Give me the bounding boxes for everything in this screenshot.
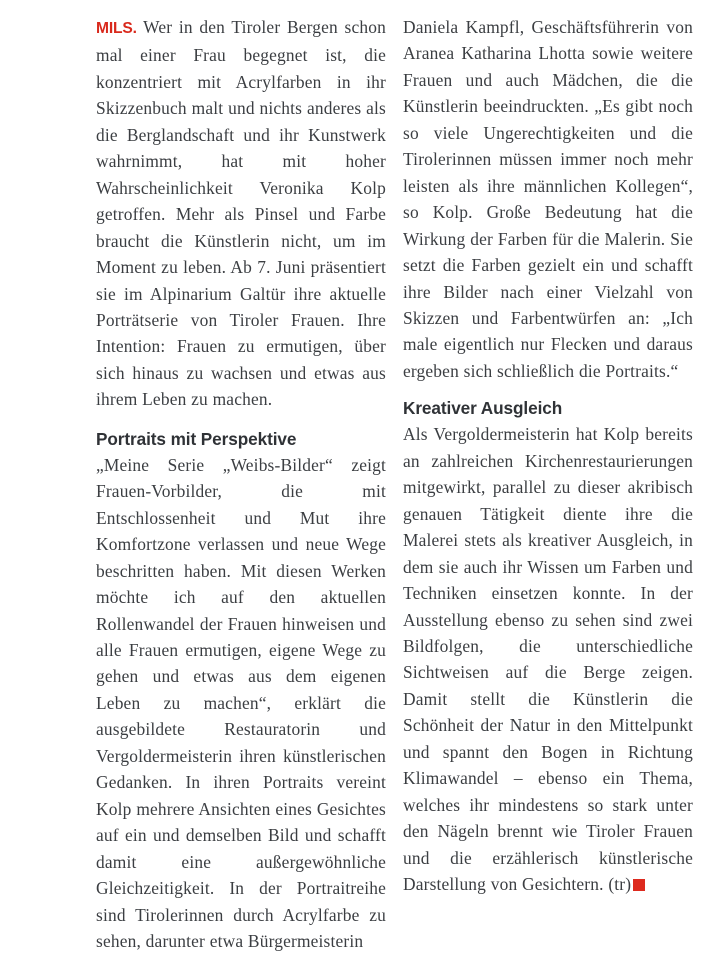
- right-column-body-text: Als Vergoldermeisterin hat Kolp bereits an zahlreichen Kirchenrestaurierungen mitgewirkt, parallel zu dieser akribisch genauen Tätigkeit diente ihre die Malerei stets als kreativer Ausgleich, in dem sie auch ihr Wissen um Farben und Techniken einsetzen konnte. In der Ausstellung ebenso zu sehen sind zwei Bildfolgen, die unterschiedliche Sichtweisen auf die Berge zeigen. Damit stellt die Künstlerin die Schönheit der Natur in den Mittelpunkt und spannt den Bogen in Richtung Klimawandel – ebenso ein Thema, welches ihr mindestens so stark unter den Nägeln brennt wie Tiroler Frauen und die erzählerisch künstlerische Darstellung von Gesichtern. (tr): [403, 424, 693, 895]
- right-column-body-paragraph: [403, 421, 693, 897]
- subheading-portraits-mit-perspektive: Portraits mit Perspektive: [96, 428, 297, 449]
- dateline-label: MILS.: [96, 20, 137, 37]
- left-column: [96, 14, 386, 954]
- lead-paragraph-text: Wer in den Tiroler Bergen schon mal einer Frau begegnet ist, die konzentriert mit Acrylfarben in ihr Skizzenbuch malt und nichts anderes als die Berglandschaft und ihr Kunstwerk wahrnimmt, hat mit hoher Wahrscheinlichkeit Veronika Kolp getroffen. Mehr als Pinsel und Farbe braucht die Künstlerin nicht, um im Moment zu leben. Ab 7. Juni präsentiert sie im Alpinarium Galtür ihre aktuelle Porträtserie von Tiroler Frauen. Ihre Intention: Frauen zu ermutigen, über sich hinaus zu wachsen und etwas aus ihrem Leben zu machen.: [96, 17, 386, 410]
- article-columns: [96, 14, 693, 951]
- left-column-body-paragraph: „Meine Serie „Weibs-Bilder“ zeigt Frauen-Vorbilder, die mit Entschlossenheit und Mut ihre Komfortzone verlassen und neue Wege beschritten haben. Mit diesen Werken möchte ich auf den aktuellen Rollenwandel der Frauen hinweisen und alle Frauen ermutigen, eigene Wege zu gehen und etwas aus dem eigenen Leben zu machen“, erklärt die ausgebildete Restauratorin und Vergoldermeisterin ihren künstlerischen Gedanken. In ihren Portraits vereint Kolp mehrere Ansichten eines Gesichtes auf ein und demselben Bild und schafft damit eine außergewöhnliche Gleichzeitigkeit. In der Portraitreihe sind Tirolerinnen durch Acrylfarbe zu sehen, darunter etwa Bürgermeisterin: [96, 454, 386, 951]
- end-marker-square-icon: [633, 879, 645, 891]
- subheading-kreativer-ausgleich: Kreativer Ausgleich: [403, 398, 563, 419]
- right-column-continued-paragraph: Daniela Kampfl, Geschäftsführerin von Aranea Katharina Lhotta sowie weitere Frauen und auch Mädchen, die die Künstlerin beeindruckten. „Es gibt noch so viele Ungerechtigkeiten und die Tirolerinnen müssen immer noch mehr leisten als ihre männlichen Kollegen“, so Kolp. Große Bedeutung hat die Wirkung der Farben für die Malerin. Sie setzt die Farben gezielt ein und schafft ihre Bilder nach einer Vielzahl von Skizzen und Farbentwürfen an: „Ich male eigentlich nur Flecken und daraus ergeben sich schließlich die Portraits.“: [403, 17, 693, 381]
- lead-paragraph: [96, 14, 386, 413]
- right-column: [403, 14, 693, 898]
